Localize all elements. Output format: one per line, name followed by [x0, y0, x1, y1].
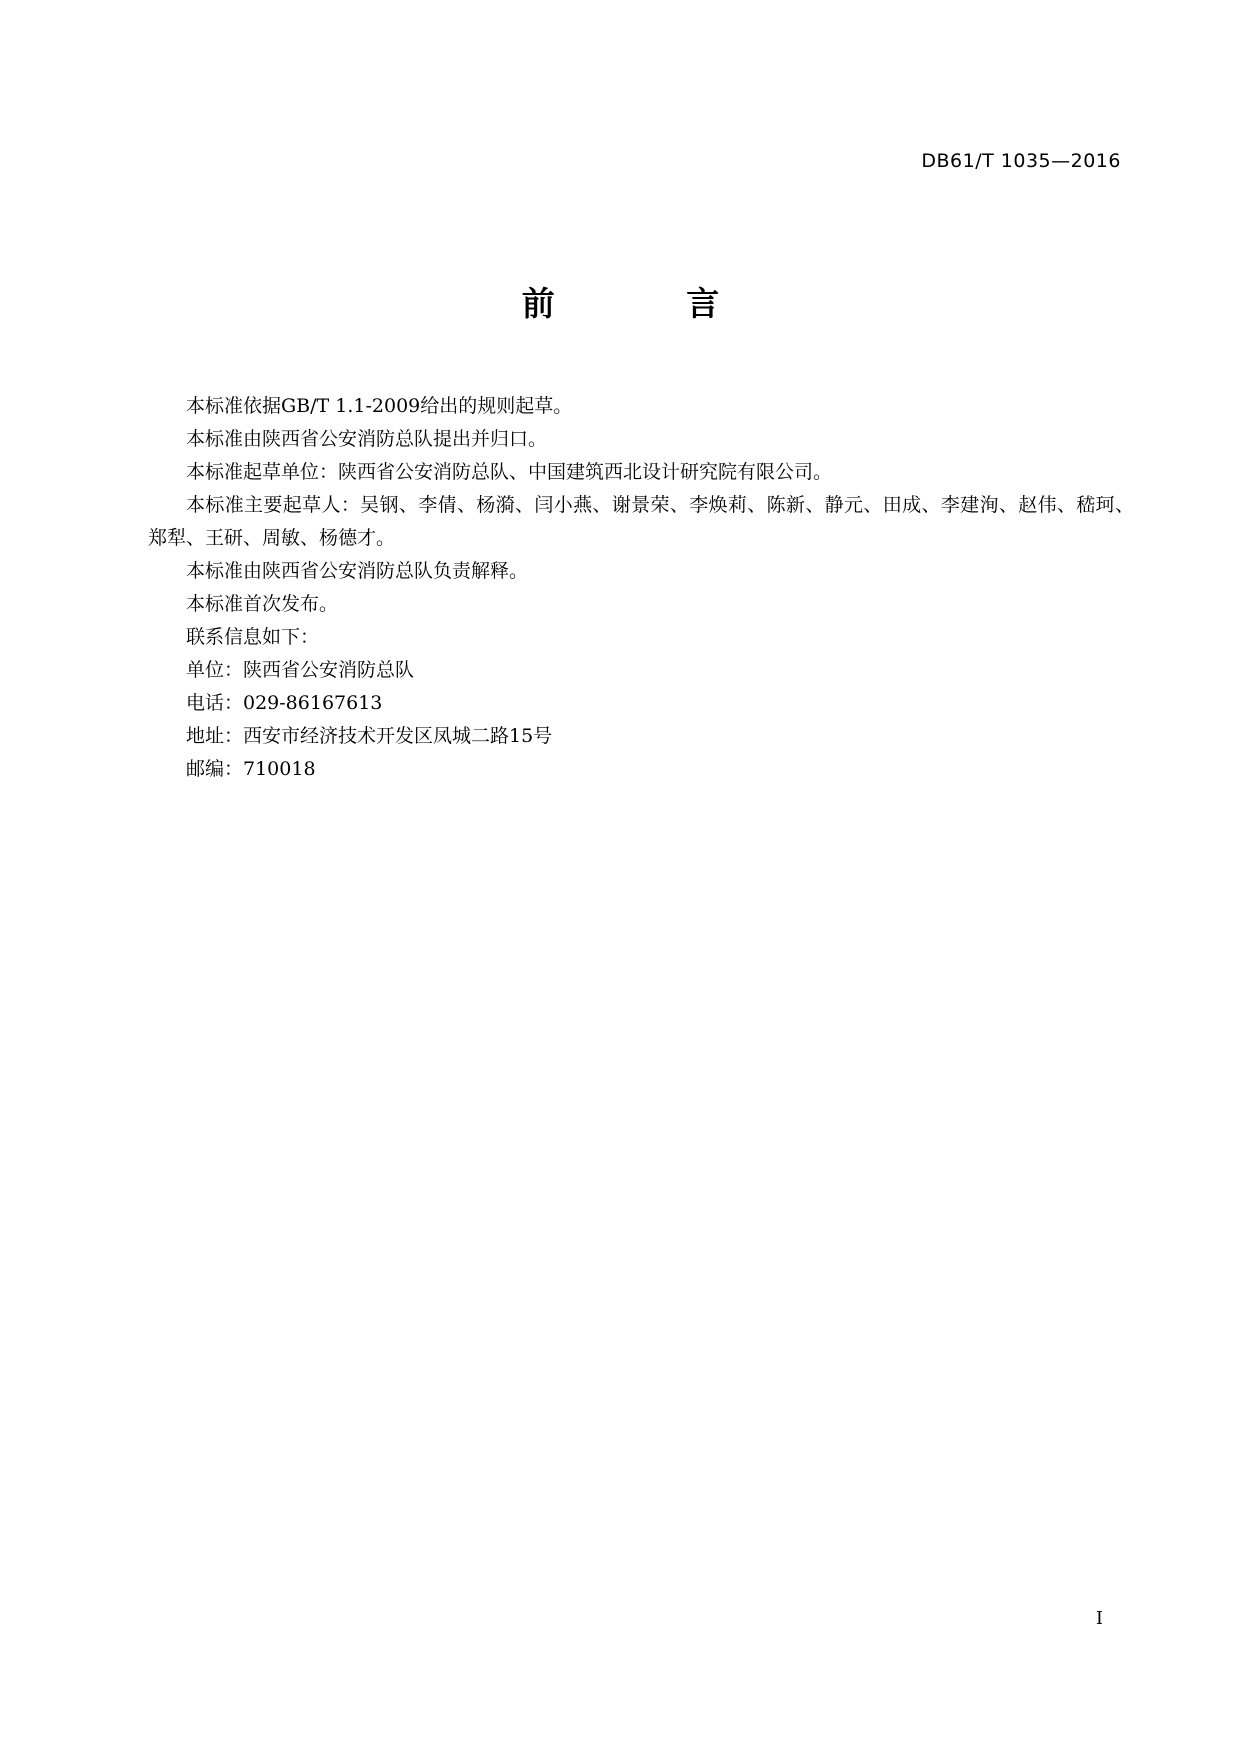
page-number: I: [1095, 1608, 1103, 1629]
document-body: [148, 390, 1134, 786]
contact-postcode: 邮编：710018: [186, 758, 316, 780]
paragraph-contact-intro: 联系信息如下：: [186, 626, 320, 648]
contact-address: 地址：西安市经济技术开发区凤城二路15号: [186, 725, 553, 747]
contact-unit: 单位：陕西省公安消防总队: [186, 659, 415, 681]
paragraph-interpretation: 本标准由陕西省公安消防总队负责解释。: [186, 560, 529, 582]
paragraph-drafting-rules: 本标准依据GB/T 1.1-2009给出的规则起草。: [186, 395, 573, 417]
paragraph-drafters: 本标准主要起草人：吴钢、李倩、杨漪、闫小燕、谢景荣、李焕莉、陈新、静元、田成、李建洵、赵伟、嵇珂、郑犁、王研、周敏、杨德才。: [148, 494, 1134, 549]
paragraph-first-release: 本标准首次发布。: [186, 593, 339, 615]
paragraph-proposer: 本标准由陕西省公安消防总队提出并归口。: [186, 428, 548, 450]
page-title: 前 言: [521, 284, 780, 323]
paragraph-drafting-units: 本标准起草单位：陕西省公安消防总队、中国建筑西北设计研究院有限公司。: [186, 461, 833, 483]
document-code: DB61/T 1035—2016: [921, 150, 1121, 172]
contact-phone: 电话：029-86167613: [186, 692, 383, 714]
